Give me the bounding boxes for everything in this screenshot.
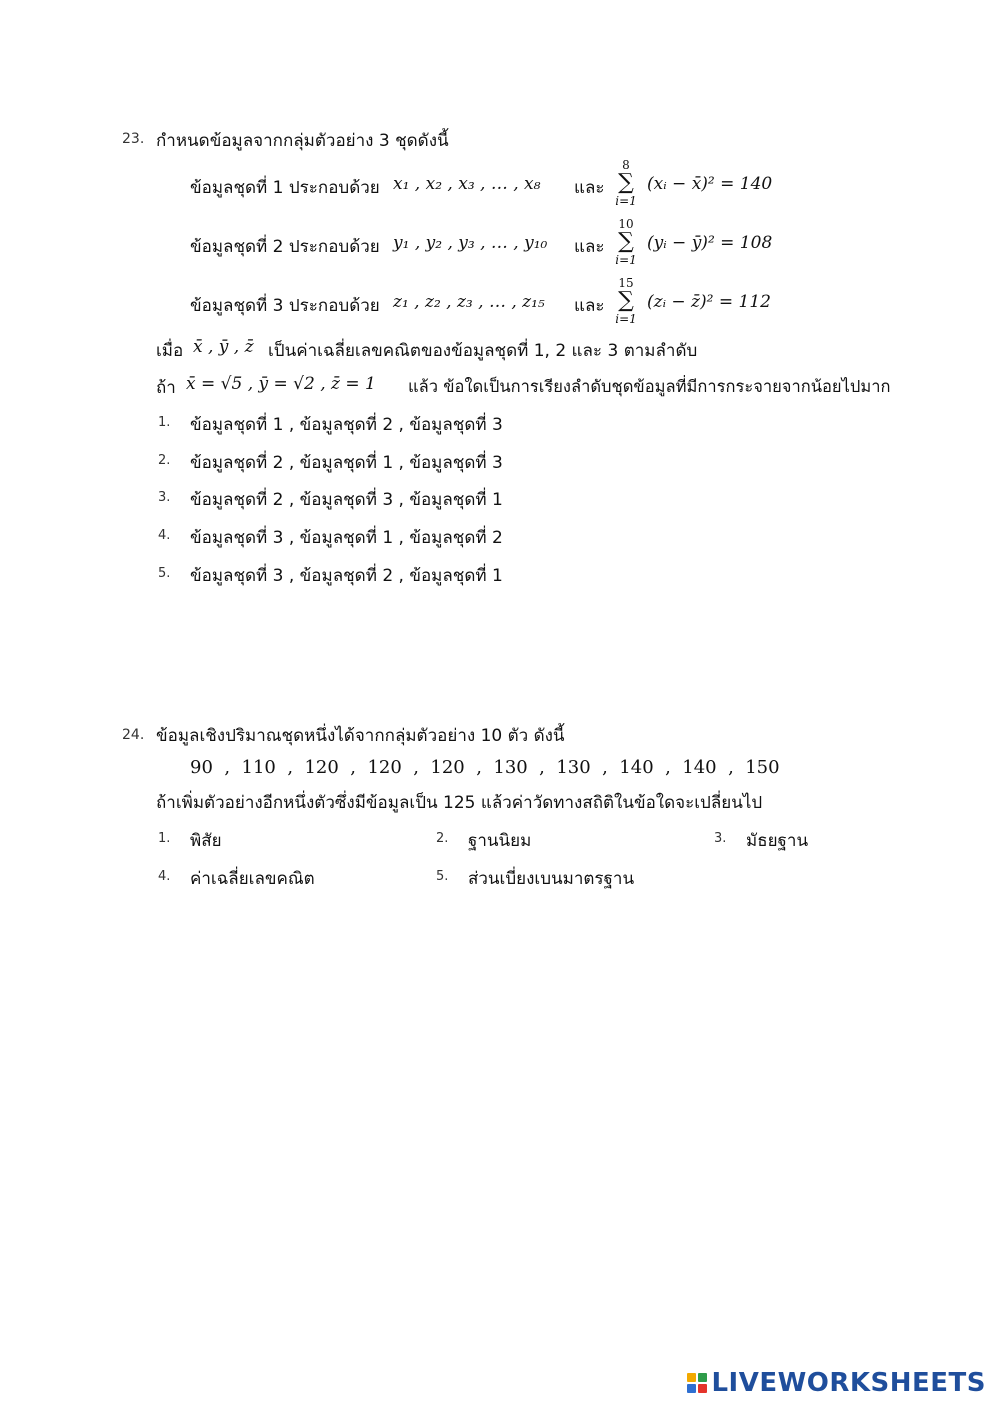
q24-option-3[interactable]: มัธยฐาน [746,831,809,851]
question-23-intro: กำหนดข้อมูลจากกลุ่มตัวอย่าง 3 ชุดดังนี้ [156,131,449,151]
sigma-icon: ∑ [618,229,634,254]
logo-squares-icon [687,1373,707,1393]
set-2-sum-lower: i=1 [615,253,637,267]
set-3-sum-lower: i=1 [615,312,637,326]
logo-square [698,1384,707,1393]
logo-square [687,1384,696,1393]
logo-square [687,1373,696,1382]
q24-option-2-number: 2. [436,831,449,846]
question-24-number: 24. [122,727,145,743]
q23-option-1[interactable]: ข้อมูลชุดที่ 1 , ข้อมูลชุดที่ 2 , ข้อมูลชุดที่ 3 [190,415,503,435]
q23-option-3[interactable]: ข้อมูลชุดที่ 2 , ข้อมูลชุดที่ 3 , ข้อมูลชุดที่ 1 [190,490,503,510]
q23-option-3-number: 3. [158,490,171,505]
set-3-terms: z₁ , z₂ , z₃ , … , z₁₅ [393,292,545,312]
data-values: 90 , 110 , 120 , 120 , 120 , 130 , 130 , 140 , 140 , 150 [190,757,780,778]
q24-option-4-number: 4. [158,869,171,884]
when-prefix: เมื่อ [156,341,184,361]
q24-option-2[interactable]: ฐานนิยม [468,831,532,851]
q24-option-3-number: 3. [714,831,727,846]
set-3-sum-upper: 15 [618,276,634,290]
set-2-and: และ [574,237,605,257]
set-1-and: และ [574,178,605,198]
sigma-icon: ∑ [618,288,634,313]
when-text: เป็นค่าเฉลี่ยเลขคณิตของข้อมูลชุดที่ 1, 2 และ 3 ตามลำดับ [268,341,698,361]
q24-option-5[interactable]: ส่วนเบี่ยงเบนมาตรฐาน [468,869,635,889]
q24-option-1-number: 1. [158,831,171,846]
q24-option-1[interactable]: พิสัย [190,831,222,851]
set-3-label: ข้อมูลชุดที่ 3 ประกอบด้วย [190,296,380,316]
set-2-label: ข้อมูลชุดที่ 2 ประกอบด้วย [190,237,380,257]
q23-option-1-number: 1. [158,415,171,430]
set-1-label: ข้อมูลชุดที่ 1 ประกอบด้วย [190,178,380,198]
set-2-sum-upper: 10 [618,217,634,231]
q23-option-2[interactable]: ข้อมูลชุดที่ 2 , ข้อมูลชุดที่ 1 , ข้อมูลชุดที่ 3 [190,453,503,473]
if-text: แล้ว ข้อใดเป็นการเรียงลำดับชุดข้อมูลที่มีการกระจายจากน้อยไปมาก [408,377,891,396]
q24-option-4[interactable]: ค่าเฉลี่ยเลขคณิต [190,869,315,889]
if-prefix: ถ้า [156,378,176,398]
q24-option-5-number: 5. [436,869,449,884]
set-3-summation [612,276,640,326]
set-3-expression: (zᵢ − z̄)² = 112 [647,292,771,312]
question-23-number: 23. [122,131,145,147]
q23-option-5[interactable]: ข้อมูลชุดที่ 3 , ข้อมูลชุดที่ 2 , ข้อมูลชุดที่ 1 [190,566,503,586]
if-values: x̄ = √5 , ȳ = √2 , z̄ = 1 [186,374,376,394]
set-3-and: และ [574,296,605,316]
question-24-text: ถ้าเพิ่มตัวอย่างอีกหนึ่งตัวซึ่งมีข้อมูลเป็น 125 แล้วค่าวัดทางสถิติในข้อใดจะเปลี่ยนไป [156,793,763,813]
logo-square [698,1373,707,1382]
set-1-summation [612,158,640,208]
set-1-sum-lower: i=1 [615,194,637,208]
logo-text: LIVEWORKSHEETS [711,1368,986,1398]
set-2-terms: y₁ , y₂ , y₃ , … , y₁₀ [393,233,548,253]
q23-option-4-number: 4. [158,528,171,543]
set-2-summation [612,217,640,267]
q23-option-2-number: 2. [158,453,171,468]
liveworksheets-logo [687,1368,986,1398]
set-1-expression: (xᵢ − x̄)² = 140 [647,174,773,194]
set-1-terms: x₁ , x₂ , x₃ , … , x₈ [393,174,541,194]
sigma-icon: ∑ [618,170,634,195]
set-1-sum-upper: 8 [622,158,630,172]
q23-option-5-number: 5. [158,566,171,581]
question-24-intro: ข้อมูลเชิงปริมาณชุดหนึ่งได้จากกลุ่มตัวอย่าง 10 ตัว ดังนี้ [156,726,565,746]
set-2-expression: (yᵢ − ȳ)² = 108 [647,233,773,253]
when-variables: x̄ , ȳ , z̄ [193,337,254,357]
q23-option-4[interactable]: ข้อมูลชุดที่ 3 , ข้อมูลชุดที่ 1 , ข้อมูลชุดที่ 2 [190,528,503,548]
